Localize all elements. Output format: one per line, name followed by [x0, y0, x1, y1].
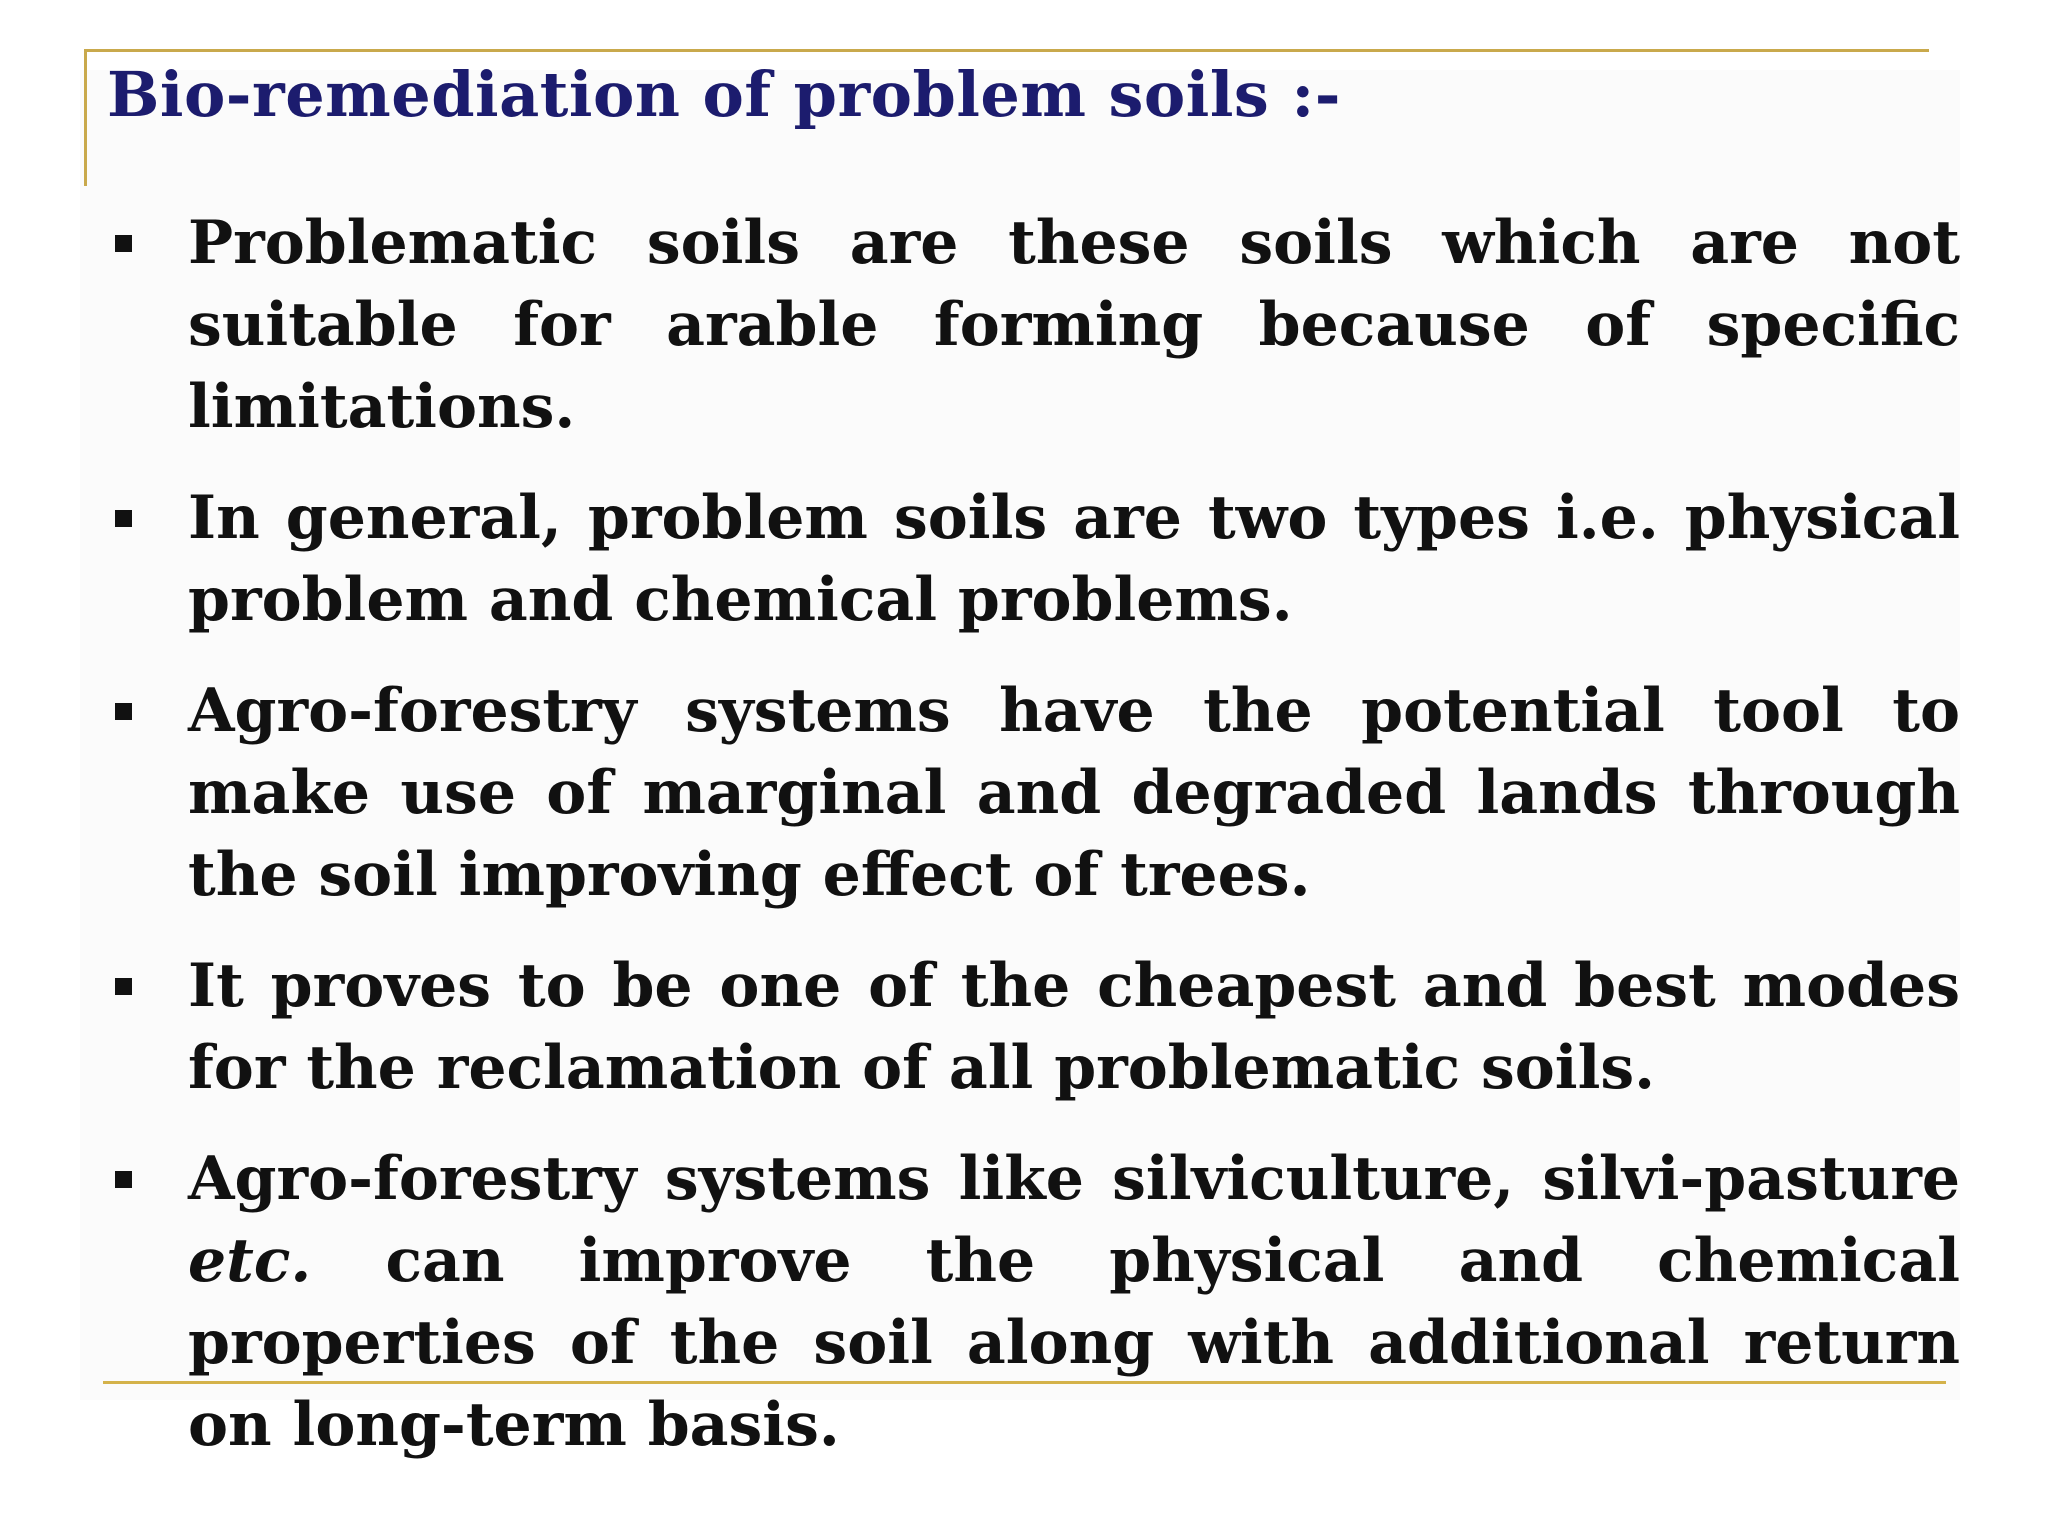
bullet-text-5-end: can improve the physical and chemical properties of the soil along with additional return on long-term basis. — [188, 1226, 1960, 1460]
slide-title: Bio-remediation of problem soils :- — [107, 58, 1341, 131]
bullet-text-5 — [188, 1144, 1960, 1460]
bullet-text-4: It proves to be one of the cheapest and best modes for the reclamation of all problematic soils. — [188, 951, 1960, 1103]
bullet-list — [110, 202, 1960, 1495]
square-bullet-icon — [115, 978, 132, 995]
top-divider — [84, 49, 1929, 52]
square-bullet-icon — [115, 703, 132, 720]
bullet-item-1 — [110, 202, 1960, 448]
square-bullet-icon — [115, 235, 132, 252]
square-bullet-icon — [115, 1171, 132, 1188]
italic-etc-text: etc. — [188, 1226, 312, 1296]
bullet-item-4 — [110, 945, 1960, 1109]
bullet-item-5 — [110, 1138, 1960, 1466]
bullet-text-1: Problematic soils are these soils which are not suitable for arable forming because of specific limitations. — [188, 208, 1960, 442]
bullet-item-3 — [110, 670, 1960, 916]
bullet-text-3: Agro-forestry systems have the potential tool to make use of marginal and degraded lands through the soil improving effect of trees. — [188, 676, 1960, 910]
bullet-text-2: In general, problem soils are two types i.e. physical problem and chemical problems. — [188, 483, 1960, 635]
square-bullet-icon — [115, 510, 132, 527]
left-divider — [84, 49, 87, 186]
bullet-text-5-start: Agro-forestry systems like silviculture, silvi-pasture — [188, 1144, 1960, 1214]
bullet-item-2 — [110, 477, 1960, 641]
bottom-divider — [103, 1381, 1946, 1384]
